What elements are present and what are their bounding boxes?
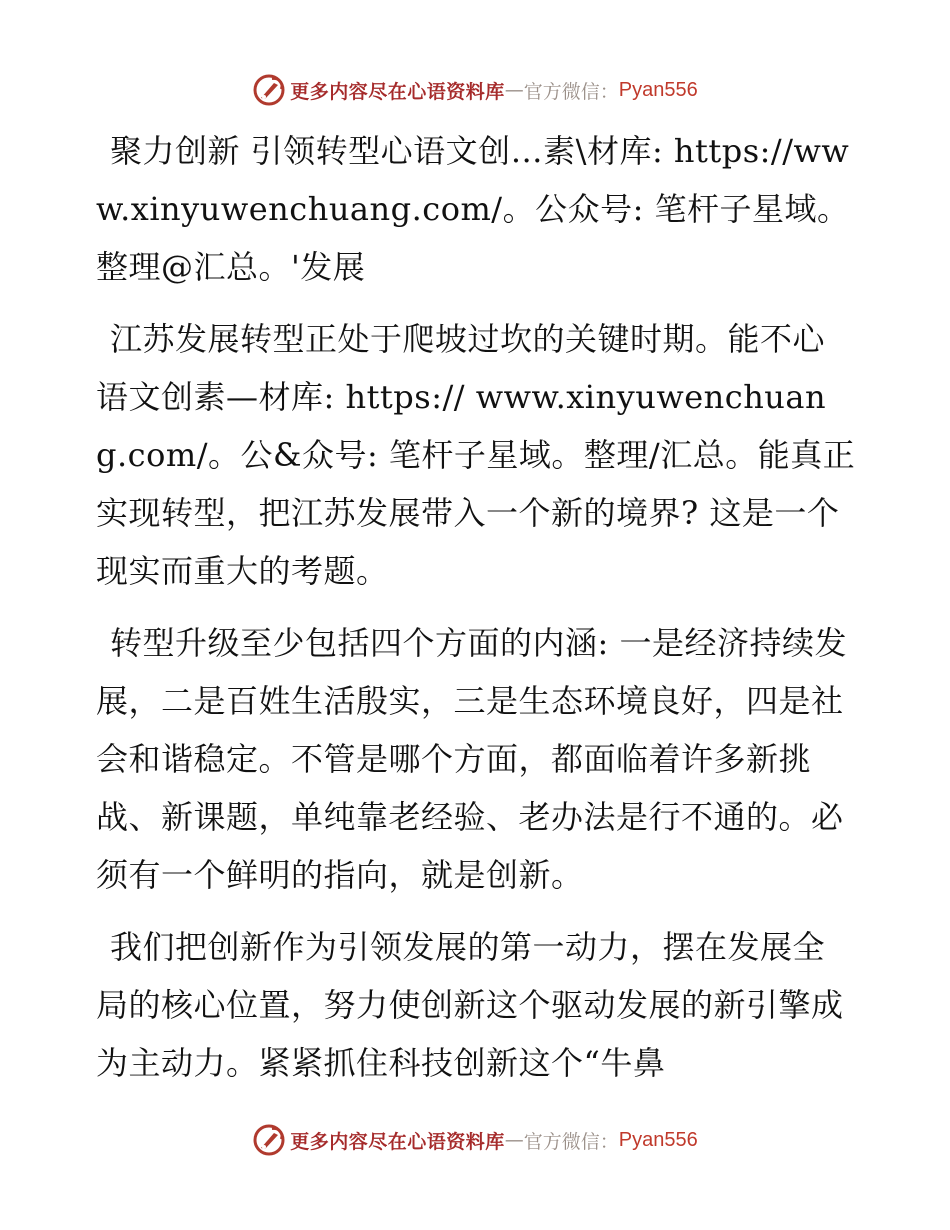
banner-wechat-id: Pyan556	[618, 1128, 698, 1151]
banner-wechat-id: Pyan556	[618, 78, 698, 101]
banner-wechat-label: 官方微信：	[523, 1130, 619, 1153]
banner-slogan: 更多内容尽在心语资料库	[290, 1130, 505, 1153]
banner-separator: —	[504, 79, 524, 101]
paragraph: 转型升级至少包括四个方面的内涵: 一是经济持续发展，二是百姓生活殷实，三是生态环境良好，四是社会和谐稳定。不管是哪个方面，都面临着许多新挑战、新课题，单纯靠老经验、老办法是行不通的。必须有一个鲜明的指向，就是创新。	[96, 624, 847, 894]
paragraph: 江苏发展转型正处于爬坡过坎的关键时期。能不心语文创素—材库: https:// www.xinyuwenchuang.com/。公&众号: 笔杆子星域。整理/汇总。能真正实现转型，把江苏发展带入一个新的境界? 这是一个现实而重大的考题。	[96, 320, 856, 590]
banner-slogan: 更多内容尽在心语资料库	[290, 80, 505, 103]
banner-separator: —	[504, 1129, 524, 1151]
banner-wechat-label: 官方微信：	[523, 80, 619, 103]
document-body	[96, 122, 856, 1106]
feather-pen-logo-icon	[252, 73, 286, 107]
header-banner	[0, 70, 950, 110]
footer-banner	[0, 1120, 950, 1160]
paragraph: 聚力创新 引领转型心语文创…素\材库: https://www.xinyuwenchuang.com/。公众号: 笔杆子星域。整理@汇总。'发展	[96, 132, 850, 286]
paragraph: 我们把创新作为引领发展的第一动力，摆在发展全局的核心位置，努力使创新这个驱动发展的新引擎成为主动力。紧紧抓住科技创新这个“牛鼻	[96, 928, 844, 1082]
feather-pen-logo-icon	[252, 1123, 286, 1157]
